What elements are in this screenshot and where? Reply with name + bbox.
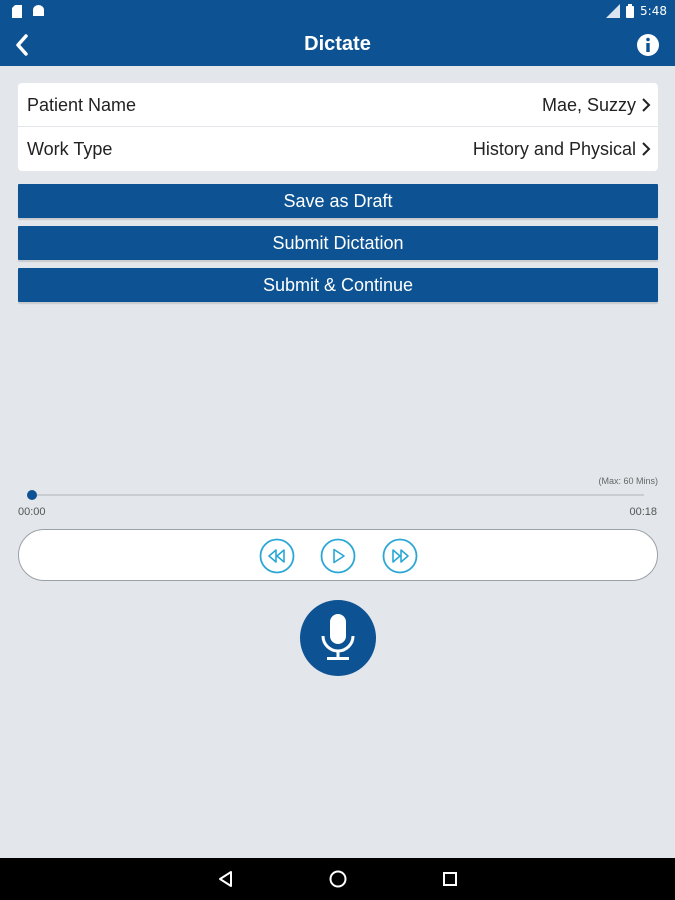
playback-thumb[interactable] — [27, 490, 37, 500]
status-system — [606, 4, 667, 18]
square-recents-icon — [440, 869, 460, 889]
triangle-back-icon — [216, 869, 236, 889]
patient-name-row[interactable] — [18, 83, 658, 127]
chevron-right-icon — [640, 141, 652, 157]
playback-controls — [18, 529, 658, 581]
info-button[interactable] — [636, 33, 660, 57]
nav-back-button[interactable] — [216, 869, 236, 889]
work-type-value: History and Physical — [472, 139, 636, 159]
sd-card-icon — [12, 5, 22, 18]
app-bar — [0, 24, 675, 66]
current-time: 00:00 — [18, 506, 46, 518]
circle-home-icon — [328, 869, 348, 889]
max-duration-label: (Max: 60 Mins) — [598, 476, 658, 486]
total-time: 00:18 — [629, 506, 657, 518]
work-type-label: Work Type — [27, 139, 113, 159]
signal-icon — [606, 4, 620, 18]
battery-icon — [626, 4, 634, 18]
nav-home-button[interactable] — [328, 869, 348, 889]
save-draft-button[interactable]: Save as Draft — [18, 184, 658, 218]
submit-continue-button[interactable]: Submit & Continue — [18, 268, 658, 302]
play-icon — [320, 538, 356, 574]
rewind-button[interactable] — [259, 538, 295, 574]
info-icon — [636, 33, 660, 57]
status-notifications — [12, 5, 45, 18]
dictation-details-card — [18, 83, 658, 171]
status-time: 5:48 — [640, 4, 667, 18]
play-button[interactable] — [320, 538, 356, 574]
page-title: Dictate — [304, 33, 371, 55]
android-icon — [32, 5, 45, 17]
rewind-icon — [259, 538, 295, 574]
chevron-right-icon — [640, 97, 652, 113]
record-button[interactable] — [300, 600, 376, 676]
system-nav-bar — [0, 858, 675, 900]
fast-forward-button[interactable] — [382, 538, 418, 574]
submit-dictation-button[interactable]: Submit Dictation — [18, 226, 658, 260]
patient-name-value: Mae, Suzzy — [541, 95, 636, 115]
fast-forward-icon — [382, 538, 418, 574]
nav-recents-button[interactable] — [440, 869, 460, 889]
playback-track[interactable] — [30, 494, 644, 496]
work-type-row[interactable] — [18, 127, 658, 171]
status-bar — [0, 0, 675, 24]
microphone-icon — [318, 612, 358, 664]
patient-name-label: Patient Name — [27, 95, 137, 115]
